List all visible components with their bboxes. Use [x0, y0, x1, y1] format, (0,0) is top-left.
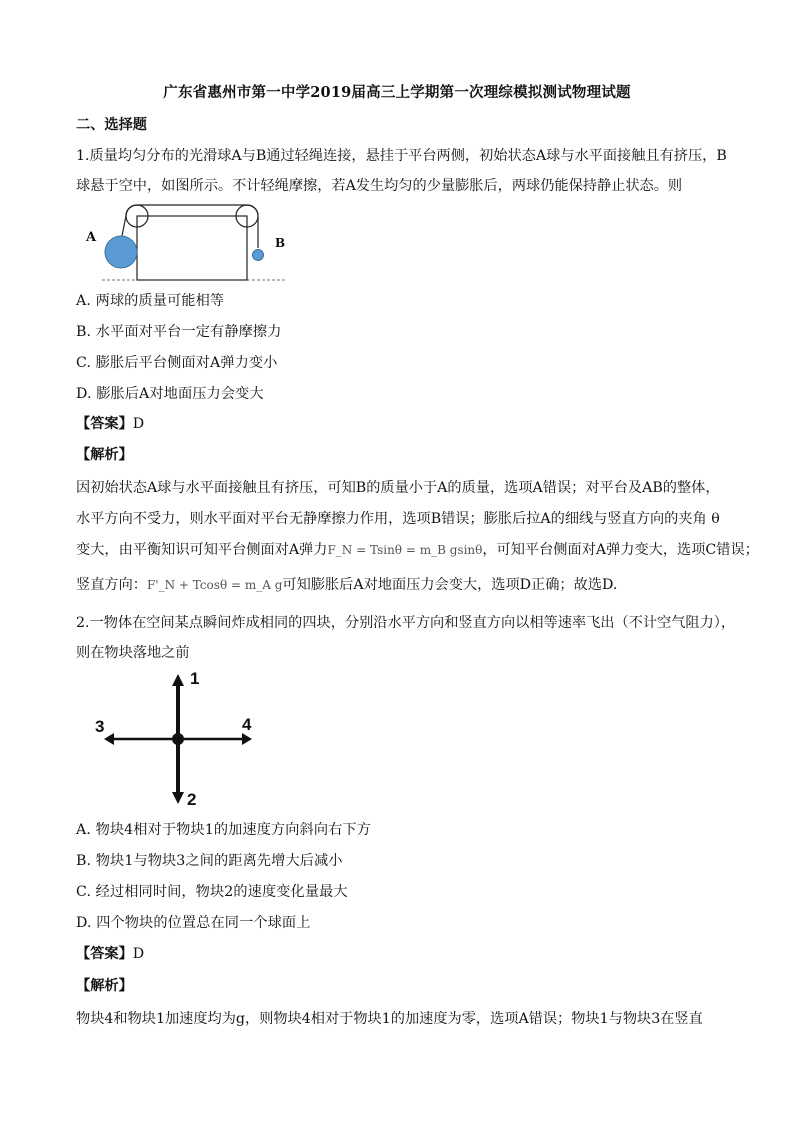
q1-analysis-line2: 水平方向不受力，则水平面对平台无静摩擦力作用，选项B错误；膨胀后拉A的细线与竖直方向的夹角 θ	[76, 511, 720, 527]
answer-value: D	[132, 416, 145, 432]
label-4: 4	[242, 715, 252, 734]
label-b: B	[275, 236, 286, 250]
q2-option-a: A. 物块4相对于物块1的加速度方向斜向右下方	[76, 822, 371, 838]
q1-analysis-line1: 因初始状态A球与水平面接触且有挤压，可知B的质量小于A的质量，选项A错误；对平台及AB的整体，	[76, 480, 720, 496]
arrow-3-head	[104, 733, 114, 745]
q2-answer	[76, 944, 726, 964]
q1-answer	[76, 414, 726, 434]
q2-stem-line1: 2.一物体在空间某点瞬间炸成相同的四块，分别沿水平方向和竖直方向以相等速率飞出（不计空气阻力），	[76, 615, 736, 631]
q1-stem-line2: 球悬于空中，如图所示。不计轻绳摩擦，若A发生均匀的少量膨胀后，两球仍能保持静止状态。则	[76, 178, 683, 194]
ball-b	[253, 250, 264, 261]
q1-figure	[80, 196, 310, 288]
q2-figure	[92, 668, 267, 808]
analysis-text: ，可知平台侧面对A弹力变大，选项C错误；	[482, 542, 759, 558]
q1-option-d: D. 膨胀后A对地面压力会变大	[76, 386, 264, 402]
q2-analysis-line1: 物块4和物块1加速度均为g，则物块4相对于物块1的加速度为零，选项A错误；物块1与物块3在竖直	[76, 1011, 703, 1027]
arrow-2-head	[172, 792, 184, 804]
section-heading: 二、选择题	[76, 117, 147, 133]
q1-analysis-line4	[76, 575, 726, 595]
label-2: 2	[187, 790, 197, 808]
q2-analysis-label: 【解析】	[76, 978, 133, 994]
formula: F_N = Tsinθ = m_B gsinθ	[327, 543, 483, 557]
q2-option-b: B. 物块1与物块3之间的距离先增大后减小	[76, 853, 343, 869]
center-point	[172, 733, 184, 745]
page-title: 广东省惠州市第一中学2019届高三上学期第一次理综模拟测试物理试题	[163, 84, 631, 101]
q1-option-b: B. 水平面对平台一定有静摩擦力	[76, 324, 282, 340]
q1-option-c: C. 膨胀后平台侧面对A弹力变小	[76, 355, 278, 371]
q1-option-a: A. 两球的质量可能相等	[76, 293, 225, 309]
arrow-1-head	[172, 674, 184, 686]
rope-left	[122, 205, 137, 236]
arrow-4-head	[242, 733, 252, 745]
q2-option-c: C. 经过相同时间，物块2的速度变化量最大	[76, 884, 348, 900]
answer-value: D	[132, 946, 145, 962]
q2-stem-line2: 则在物块落地之前	[76, 645, 190, 661]
label-3: 3	[95, 717, 105, 736]
answer-label: 【答案】	[76, 416, 133, 432]
label-a: A	[86, 230, 97, 245]
q2-option-d: D. 四个物块的位置总在同一个球面上	[76, 915, 311, 931]
q1-stem-line1: 1.质量均匀分布的光滑球A与B通过轻绳连接，悬挂于平台两侧，初始状态A球与水平面接触且有挤压，B	[76, 148, 727, 164]
analysis-text: 竖直方向：	[76, 577, 147, 593]
q1-analysis-line3	[76, 540, 759, 560]
ball-a	[105, 236, 137, 268]
analysis-text: 可知膨胀后A对地面压力会变大，选项D正确；故选D.	[282, 577, 618, 593]
platform	[137, 216, 247, 280]
label-1: 1	[190, 669, 200, 688]
formula: F'_N + Tcosθ = m_A g	[146, 578, 283, 592]
q1-analysis-label: 【解析】	[76, 447, 133, 463]
analysis-text: 变大，由平衡知识可知平台侧面对A弹力	[76, 542, 328, 558]
answer-label: 【答案】	[76, 946, 133, 962]
